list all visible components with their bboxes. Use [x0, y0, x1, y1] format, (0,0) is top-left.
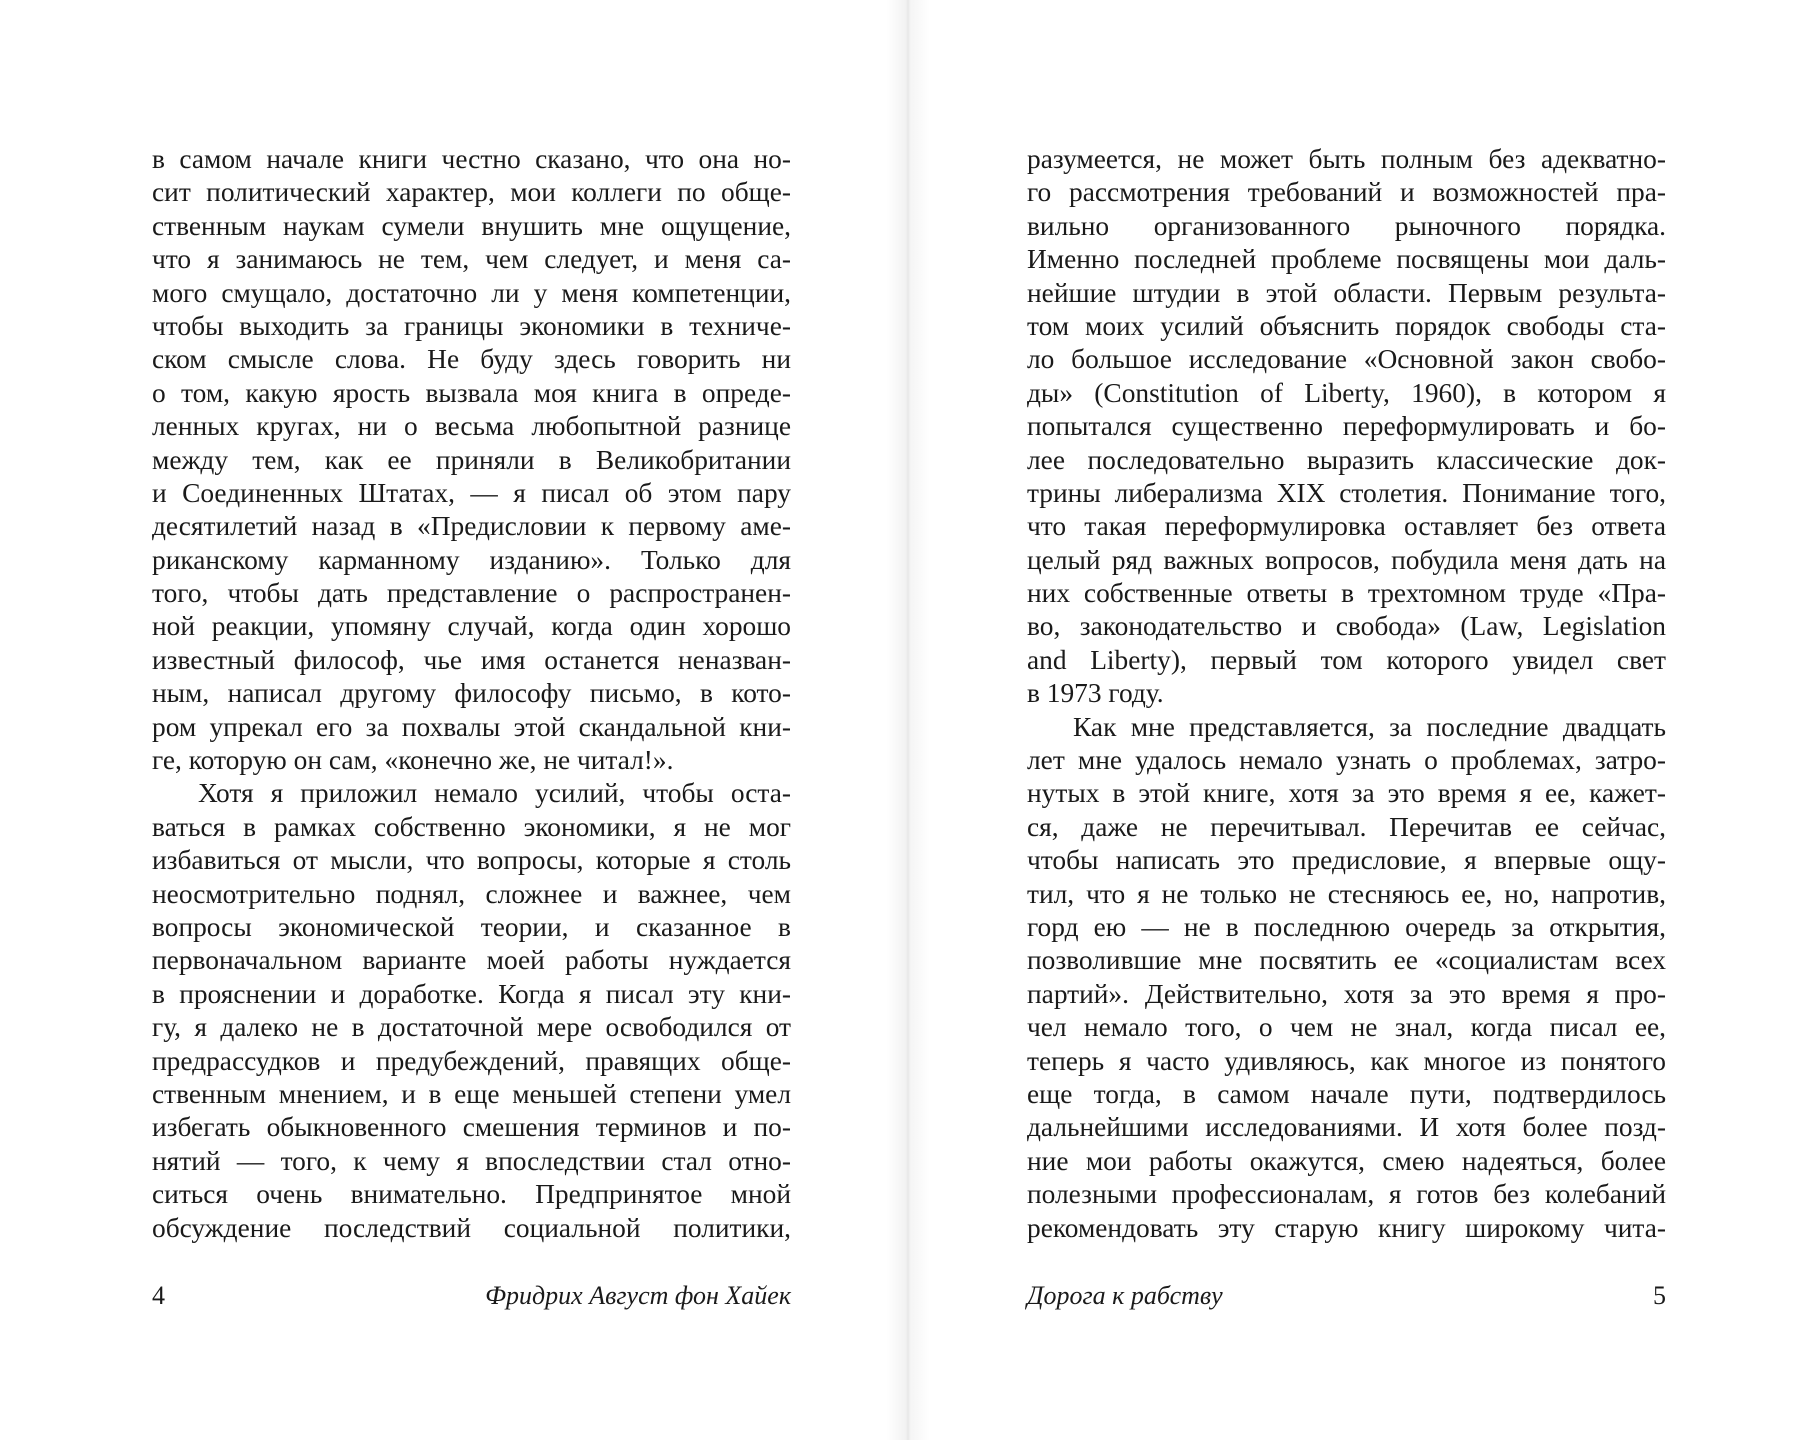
- page-number: 5: [1653, 1281, 1666, 1310]
- running-head-title: Дорога к рабству: [1027, 1281, 1223, 1310]
- right-page: [908, 0, 1819, 1440]
- right-page-text: [1027, 143, 1666, 1245]
- text-line: попытался существенно переформулировать и бо-: [1027, 411, 1666, 442]
- text-line: неосмотрительно поднял, сложнее и важнее, чем: [152, 878, 791, 909]
- page-number: 4: [152, 1281, 165, 1310]
- text-line: вопросы экономической теории, и сказанное в: [152, 911, 791, 942]
- text-line: Именно последней проблеме посвящены мои даль-: [1027, 244, 1666, 275]
- text-line: во, законодательство и свобода» (Law, Legislation: [1027, 611, 1666, 642]
- text-line: полезными профессионалам, я готов без колебаний: [1027, 1179, 1666, 1210]
- right-page-footer: [1027, 1279, 1666, 1313]
- text-line: гу, я далеко не в достаточной мере освободился от: [152, 1012, 791, 1043]
- left-page-footer: [152, 1279, 791, 1313]
- text-line: ском смысле слова. Не буду здесь говорить ни: [152, 344, 791, 375]
- text-line: предрассудков и предубеждений, правящих обще-: [152, 1045, 791, 1076]
- text-line: ситься очень внимательно. Предпринятое мной: [152, 1179, 791, 1210]
- text-line: ственным мнением, и в еще меньшей степени умел: [152, 1078, 791, 1109]
- text-line: в 1973 году.: [1027, 678, 1164, 709]
- text-line: дальнейшими исследованиями. И хотя более позд-: [1027, 1112, 1666, 1143]
- text-line: еще тогда, в самом начале пути, подтвердилось: [1027, 1078, 1666, 1109]
- text-line: нейшие штудии в этой области. Первым результа-: [1027, 277, 1666, 308]
- text-line: ние мои работы окажутся, смею надеяться, более: [1027, 1145, 1666, 1176]
- text-line: в прояснении и доработке. Когда я писал эту кни-: [152, 978, 791, 1009]
- text-line: десятилетий назад в «Предисловии к первому аме-: [152, 511, 791, 542]
- text-line: целый ряд важных вопросов, побудила меня дать на: [1027, 544, 1666, 575]
- text-line: позволившие мне посвятить ее «социалистам всех: [1027, 945, 1666, 976]
- text-line: ся, даже не перечитывал. Перечитав ее сейчас,: [1027, 811, 1666, 842]
- text-line: избегать обыкновенного смешения терминов и по-: [152, 1112, 791, 1143]
- text-line: вильно организованного рыночного порядка.: [1027, 210, 1666, 241]
- text-line: лее последовательно выразить классические док-: [1027, 444, 1666, 475]
- text-line: чел немало того, о чем не знал, когда писал ее,: [1027, 1012, 1666, 1043]
- text-line: тил, что я не только не стесняюсь ее, но, напротив,: [1027, 878, 1666, 909]
- left-page: [0, 0, 908, 1440]
- text-line: чтобы написать это предисловие, я впервые ощу-: [1027, 845, 1666, 876]
- text-line: трины либерализма XIX столетия. Понимание того,: [1027, 477, 1666, 508]
- text-line: мого смущало, достаточно ли у меня компетенции,: [152, 277, 791, 308]
- text-line: ды» (Constitution of Liberty, 1960), в котором я: [1027, 377, 1666, 408]
- text-line: обсуждение последствий социальной политики,: [152, 1212, 791, 1243]
- text-line: и Соединенных Штатах, — я писал об этом пару: [152, 477, 791, 508]
- text-line: первоначальном варианте моей работы нуждается: [152, 945, 791, 976]
- text-line: ным, написал другому философу письмо, в кото-: [152, 678, 791, 709]
- text-line: го рассмотрения требований и возможностей пра-: [1027, 177, 1666, 208]
- text-line: сит политический характер, мои коллеги по обще-: [152, 177, 791, 208]
- text-line: нятий — того, к чему я впоследствии стал отно-: [152, 1145, 791, 1176]
- text-line: ло большое исследование «Основной закон свобо-: [1027, 344, 1666, 375]
- text-line: между тем, как ее приняли в Великобритании: [152, 444, 791, 475]
- text-line: Как мне представляется, за последние двадцать: [1073, 711, 1666, 742]
- left-page-text: [152, 143, 791, 1245]
- text-line: ленных кругах, ни о весьма любопытной разнице: [152, 411, 791, 442]
- text-line: что такая переформулировка оставляет без ответа: [1027, 511, 1666, 542]
- text-line: горд ею — не в последнюю очередь за открытия,: [1027, 911, 1666, 942]
- text-line: теперь я часто удивляюсь, как многое из понятого: [1027, 1045, 1666, 1076]
- running-head-author: Фридрих Август фон Хайек: [485, 1281, 791, 1310]
- text-line: ственным наукам сумели внушить мне ощущение,: [152, 210, 791, 241]
- text-line: ваться в рамках собственно экономики, я не мог: [152, 811, 791, 842]
- text-line: них собственные ответы в трехтомном труде «Пра-: [1027, 578, 1666, 609]
- text-line: известный философ, чье имя останется неназван-: [152, 644, 791, 675]
- text-line: том моих усилий объяснить порядок свободы ста-: [1027, 310, 1666, 341]
- text-line: разумеется, не может быть полным без адекватно-: [1027, 144, 1666, 174]
- text-line: ной реакции, упомяну случай, когда один хорошо: [152, 611, 791, 642]
- text-line: ге, которую он сам, «конечно же, не читал!».: [152, 745, 674, 776]
- text-line: лет мне удалось немало узнать о проблемах, затро-: [1027, 745, 1666, 776]
- text-line: партий». Действительно, хотя за это время я про-: [1027, 978, 1666, 1009]
- text-line: and Liberty), первый том которого увидел свет: [1027, 644, 1666, 675]
- text-line: что я занимаюсь не тем, чем следует, и меня са-: [152, 244, 791, 275]
- text-line: чтобы выходить за границы экономики в техниче-: [152, 310, 791, 341]
- text-line: ром упрекал его за похвалы этой скандальной кни-: [152, 711, 791, 742]
- text-line: в самом начале книги честно сказано, что она но-: [152, 144, 791, 174]
- text-line: того, чтобы дать представление о распространен-: [152, 578, 791, 609]
- text-line: нутых в этой книге, хотя за это время я ее, кажет-: [1027, 778, 1666, 809]
- text-line: о том, какую ярость вызвала моя книга в опреде-: [152, 377, 791, 408]
- text-line: риканскому карманному изданию». Только для: [152, 544, 791, 575]
- text-line: рекомендовать эту старую книгу широкому чита-: [1027, 1212, 1666, 1243]
- text-line: Хотя я приложил немало усилий, чтобы оста-: [198, 778, 791, 809]
- text-line: избавиться от мысли, что вопросы, которые я столь: [152, 845, 791, 876]
